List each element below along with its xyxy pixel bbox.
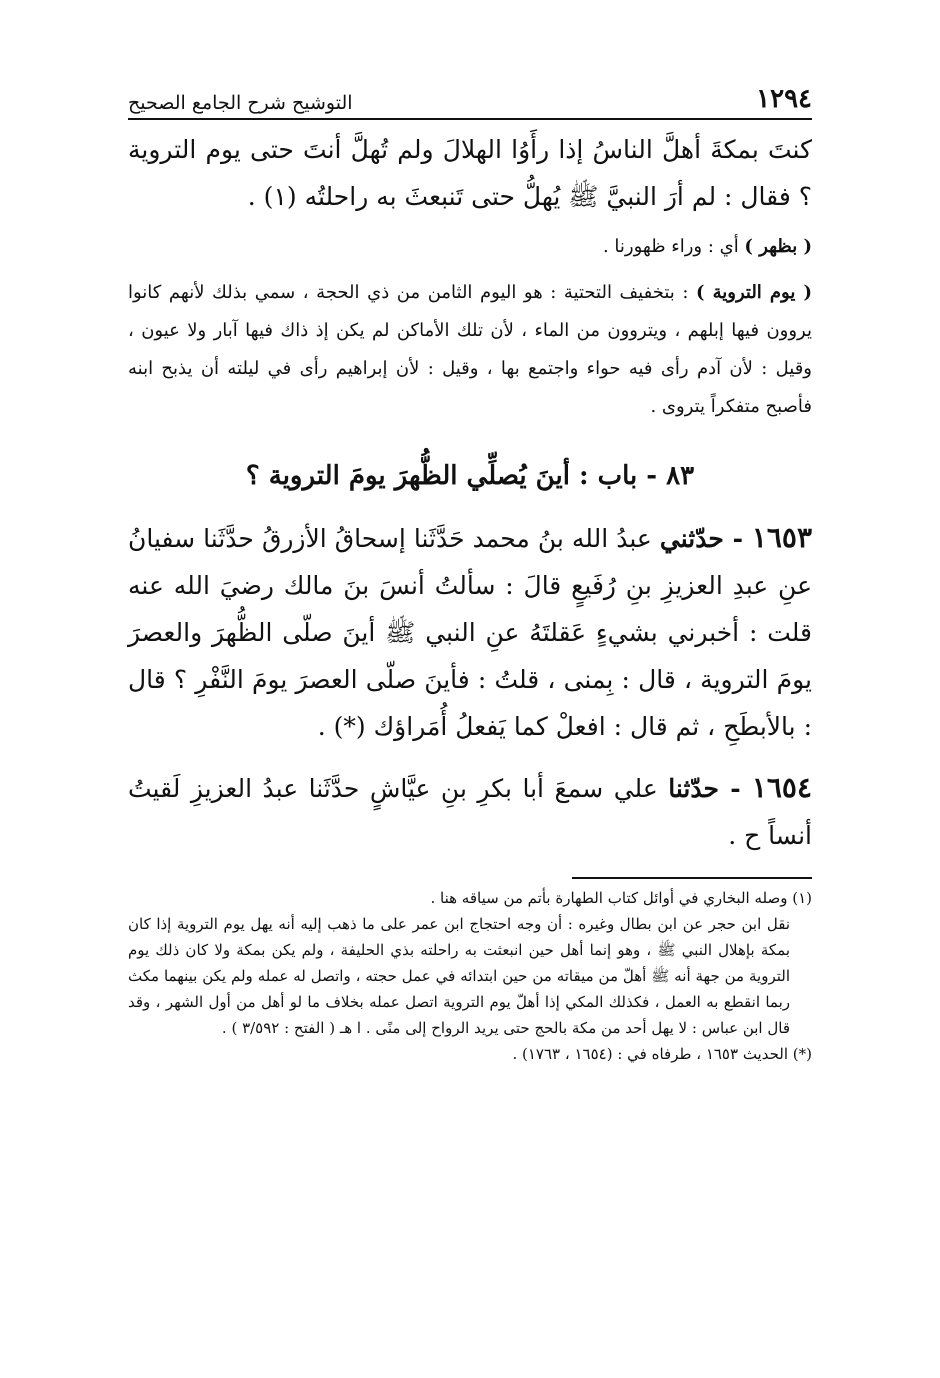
book-title: التوشيح شرح الجامع الصحيح	[128, 92, 353, 114]
gloss-text: : بتخفيف التحتية : هو اليوم الثامن من ذي الحجة ، سمي بذلك لأنهم كانوا يروون فيها إبلهم ، ويتروون من الماء ، لأن تلك الأماكن لم يكن إذ ذاك فيها آبار ولا عيون ، وقيل : لأن آدم رأى فيه حواء واجتمع بها ، وقيل : لأن إبراهيم رأى في ليلته أن يذبح ابنه فأصبح متفكراً يتروى .	[128, 282, 812, 417]
hadith-1653	[128, 514, 812, 750]
hadith-lead: - حدّثنا	[668, 774, 752, 803]
hadith-number: ١٦٥٣	[751, 521, 812, 554]
hadith-number: ١٦٥٤	[751, 771, 812, 804]
hadith-1654	[128, 764, 812, 859]
footnote-asterisk: (*) الحديث ١٦٥٣ ، طرفاه في : (١٦٥٤ ، ١٧٦٣) .	[512, 1045, 812, 1063]
gloss-bizahr	[128, 228, 812, 266]
footnote-1-commentary: نقل ابن حجر عن ابن بطال وغيره : أن وجه احتجاج ابن عمر على ما ذهب إليه أنه يهل يوم التروية إذا كان بمكة بإهلال النبي ﷺ ، وهو إنما أهل حين انبعثت به راحلته بذي الحليفة ، ولم يكن بمكة ولا كان ذلك يوم التروية من جهة أنه ﷺ أهلّ من ميقاته من حين ابتدائه في عمل حجته ، واتصل له عمله ولم يكن بينهما مكث ربما انقطع به العمل ، فكذلك المكي إذا أهلّ يوم التروية اتصل عمله بخلاف ما لو أهل من أول الشهر ، وقد قال ابن عباس : لا يهل أحد من مكة بالحج حتى يريد الرواح إلى منًى . ا هـ ( الفتح : ٣/٥٩٢ ) .	[128, 915, 790, 1037]
chapter-heading: ٨٣ - باب : أينَ يُصلِّي الظُّهرَ يومَ التروية ؟	[245, 461, 695, 491]
opening-paragraph: كنتَ بمكةَ أهلَّ الناسُ إذا رأَوُا الهلالَ ولم تُهلَّ أنتَ حتى يوم التروية ؟ فقال : لم أرَ النبيَّ ﷺ يُهلُّ حتى تَنبعثَ به راحلتُه (١) .	[128, 135, 812, 211]
footnotes	[128, 885, 812, 1067]
hadith-lead: - حدّثني	[659, 524, 752, 553]
book-page	[128, 78, 812, 1318]
footnote-separator	[572, 877, 812, 879]
footnote-1: (١) وصله البخاري في أوائل كتاب الطهارة بأتم من سياقه هنا .	[430, 889, 812, 907]
gloss-term: ( يوم التروية )	[695, 282, 812, 303]
hadith-text: عبدُ الله بنُ محمد حَدَّثَنا إسحاقُ الأزرقُ حدَّثَنا سفيانُ عنِ عبدِ العزيزِ بنِ رُفَيعٍ قالَ : سألتُ أنسَ بنَ مالك رضيَ الله عنه قلت : أخبرني بشيءٍ عَقلتَهُ عنِ النبي ﷺ أينَ صلّى الظُّهرَ والعصرَ يومَ التروية ، قال : بِمنى ، قلتُ : فأينَ صلّى العصرَ يومَ النَّفْرِ ؟ قال : بالأبطَحِ ، ثم قال : افعلْ كما يَفعلُ أُمَراؤك (*) .	[128, 524, 812, 741]
gloss-yawm-tarwiya	[128, 274, 812, 426]
running-header	[128, 78, 812, 120]
gloss-text: أي : وراء ظهورنا .	[602, 236, 745, 257]
hadith-text: علي سمعَ أبا بكرِ بنِ عيَّاشٍ حدَّثَنا عبدُ العزيزِ لَقيتُ أنساً ح .	[128, 774, 812, 850]
gloss-term: ( بظهر )	[744, 236, 812, 257]
page-number: ١٢٩٤	[756, 84, 812, 114]
